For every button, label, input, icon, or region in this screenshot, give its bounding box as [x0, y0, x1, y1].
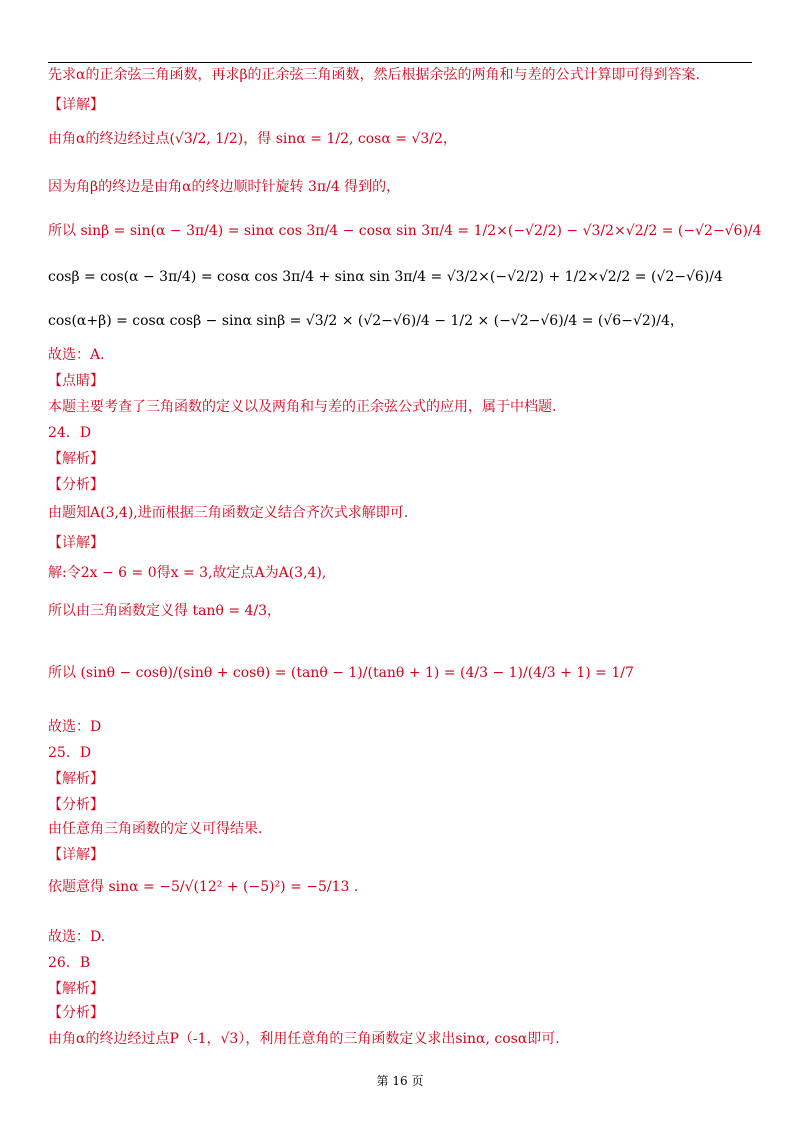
- formula-line: 依题意得 sinα = −5/√(12² + (−5)²) = −5/13 .: [48, 879, 359, 895]
- text-line: 因为角β的终边是由角α的终边顺时针旋转 3π/4 得到的，: [48, 179, 401, 195]
- answer-line: 故选：A.: [48, 347, 105, 363]
- section-heading: 【解析】: [48, 981, 104, 997]
- section-heading: 【点睛】: [48, 373, 104, 389]
- text-line: 由角α的终边经过点P（-1，√3），利用任意角的三角函数定义求出sinα, cosα即可.: [48, 1031, 560, 1047]
- page-footer: 第 16 页: [376, 1074, 424, 1088]
- section-heading: 【分析】: [48, 797, 104, 813]
- section-heading: 【分析】: [48, 477, 104, 493]
- section-heading: 【解析】: [48, 771, 104, 787]
- question-number: 24．D: [48, 425, 92, 441]
- question-number: 25．D: [48, 745, 92, 761]
- answer-line: 故选：D: [48, 719, 102, 735]
- text-line: 本题主要考查了三角函数的定义以及两角和与差的正余弦公式的应用，属于中档题.: [48, 399, 557, 415]
- text-line: 解:令2x − 6 = 0得x = 3,故定点A为A(3,4),: [48, 565, 327, 581]
- text-line: 先求α的正余弦三角函数，再求β的正余弦三角函数，然后根据余弦的两角和与差的公式计算即可得到答案.: [48, 67, 700, 83]
- section-heading: 【分析】: [48, 1005, 104, 1021]
- formula-line: 所以 (sinθ − cosθ)/(sinθ + cosθ) = (tanθ − 1)/(tanθ + 1) = (4/3 − 1)/(4/3 + 1) = 1/7: [48, 665, 634, 681]
- section-heading: 【解析】: [48, 451, 104, 467]
- formula-line: 所以 sinβ = sin(α − 3π/4) = sinα cos 3π/4 − cosα sin 3π/4 = 1/2×(−√2/2) − √3/2×√2/2 = (−√2−√6)/4: [48, 223, 762, 239]
- section-heading: 【详解】: [48, 535, 104, 551]
- formula-line: cos(α+β) = cosα cosβ − sinα sinβ = √3/2 × (√2−√6)/4 − 1/2 × (−√2−√6)/4 = (√6−√2)/4，: [48, 313, 684, 329]
- text-line: 由题知A(3,4),进而根据三角函数定义结合齐次式求解即可.: [48, 505, 409, 521]
- formula-line: cosβ = cos(α − 3π/4) = cosα cos 3π/4 + sinα sin 3π/4 = √3/2×(−√2/2) + 1/2×√2/2 = (√2−√6)/4: [48, 269, 723, 285]
- text-line: 所以由三角函数定义得 tanθ = 4/3，: [48, 603, 282, 619]
- text-line: 由任意角三角函数的定义可得结果.: [48, 821, 263, 837]
- answer-line: 故选：D.: [48, 929, 106, 945]
- text-line: 由角α的终边经过点(√3/2, 1/2)，得 sinα = 1/2, cosα = √3/2，: [48, 131, 457, 147]
- header-rule: [48, 62, 752, 63]
- question-number: 26．B: [48, 955, 91, 971]
- section-heading: 【详解】: [48, 97, 104, 113]
- section-heading: 【详解】: [48, 847, 104, 863]
